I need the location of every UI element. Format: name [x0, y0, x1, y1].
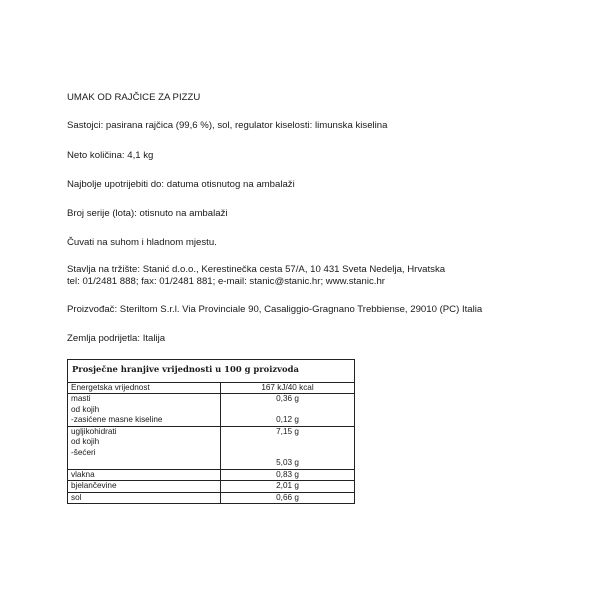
nutrition-table	[67, 359, 355, 504]
distributor-block	[67, 264, 445, 288]
nutrient-value: 0,36 g	[276, 394, 299, 403]
nutrient-sub-label: od kojih	[71, 437, 100, 446]
distributor-line: Stavlja na tržište: Stanić d.o.o., Kerestinečka cesta 57/A, 10 431 Sveta Nedelja, Hrvatska	[67, 264, 446, 275]
nutrient-value: 0,66 g	[276, 492, 299, 502]
nutrition-row-fat	[68, 394, 354, 427]
nutrient-sub-label: od kojih	[71, 404, 100, 414]
nutrient-name: sol	[68, 493, 221, 504]
best-before-line: Najbolje upotrijebiti do: datuma otisnutog na ambalaži	[67, 179, 295, 190]
origin-line: Zemlja podrijetla: Italija	[67, 333, 166, 344]
nutrient-sub-value: 5,03 g	[276, 458, 299, 467]
batch-line: Broj serije (lota): otisnuto na ambalaži	[67, 208, 228, 219]
nutrient-name: ugljikohidrati	[71, 426, 117, 436]
nutrient-name: Energetska vrijednost	[68, 383, 221, 394]
net-quantity-line: Neto količina: 4,1 kg	[67, 150, 154, 161]
ingredients-line: Sastojci: pasirana rajčica (99,6 %), sol, regulator kiselosti: limunska kiselina	[67, 120, 388, 131]
nutrition-row-protein	[68, 481, 354, 493]
nutrient-sub-name: -zasićene masne kiseline	[71, 415, 163, 424]
storage-line: Čuvati na suhom i hladnom mjestu.	[67, 237, 217, 248]
product-title: UMAK OD RAJČICE ZA PIZZU	[67, 92, 201, 103]
nutrient-value: 0,83 g	[276, 469, 299, 479]
nutrition-row-salt	[68, 493, 354, 504]
nutrition-row-fibre	[68, 470, 354, 482]
nutrition-row-carbs	[68, 427, 354, 470]
producer-line: Proizvođač: Steriltom S.r.l. Via Provinciale 90, Casaliggio-Gragnano Trebbiense, 29010 (PC) Italia	[67, 304, 483, 315]
nutrition-table-header: Prosječne hranjive vrijednosti u 100 g proizvoda	[68, 360, 354, 383]
nutrition-row-energy	[68, 383, 354, 395]
nutrient-value: 2,01 g	[276, 481, 299, 490]
nutrient-name: masti	[71, 394, 91, 403]
nutrient-sub-name: -šećeri	[71, 447, 96, 457]
nutrient-sub-value: 0,12 g	[276, 415, 299, 424]
nutrient-value: 167 kJ/40 kcal	[261, 382, 314, 392]
distributor-contact-line: tel: 01/2481 888; fax: 01/2481 881; e-mail: stanic@stanic.hr; www.stanic.hr	[67, 276, 385, 287]
nutrient-value: 7,15 g	[276, 426, 299, 436]
nutrient-name: vlakna	[68, 470, 221, 481]
nutrient-name: bjelančevine	[68, 481, 221, 492]
